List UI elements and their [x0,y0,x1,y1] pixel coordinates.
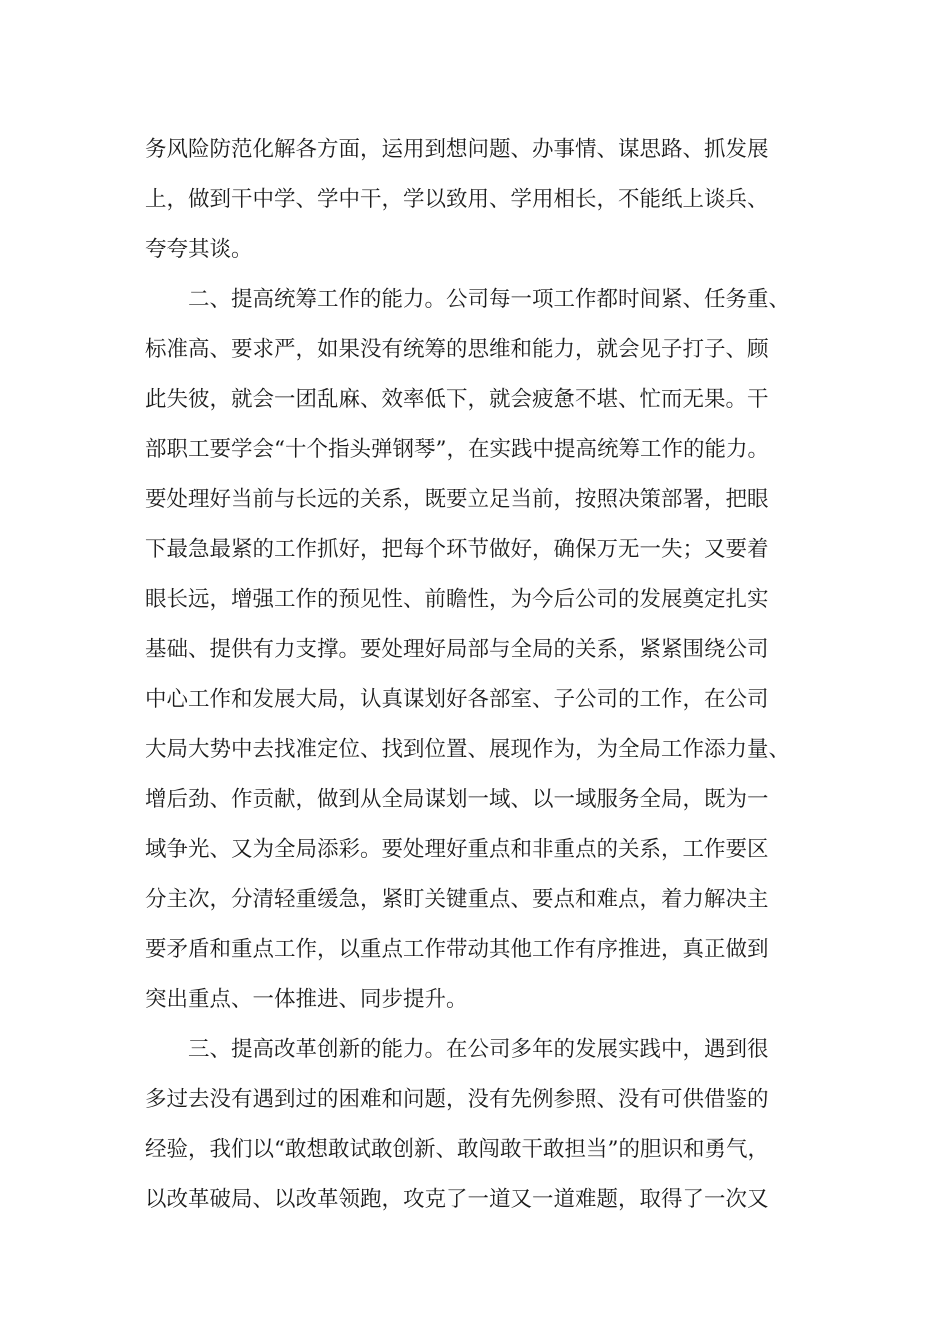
text-line: 基础、提供有力支撑。要处理好局部与全局的关系，紧紧围绕公司 [145,637,769,662]
text-line: 以改革破局、以改革领跑，攻克了一道又一道难题，取得了一次又 [145,1187,769,1212]
text-line: 标准高、要求严，如果没有统筹的思维和能力，就会见子打子、顾 [145,337,769,362]
text-line: 多过去没有遇到过的困难和问题，没有先例参照、没有可供借鉴的 [145,1087,769,1112]
text-line: 眼长远，增强工作的预见性、前瞻性，为今后公司的发展奠定扎实 [145,587,769,612]
section-2-heading-line: 二、提高统筹工作的能力。公司每一项工作都时间紧、任务重、 [145,287,791,312]
text-line: 中心工作和发展大局，认真谋划好各部室、子公司的工作，在公司 [145,687,769,712]
text-line: 要矛盾和重点工作，以重点工作带动其他工作有序推进，真正做到 [145,937,769,962]
text-line: 部职工要学会“十个指头弹钢琴”，在实践中提高统筹工作的能力。 [145,437,769,462]
text-line: 此失彼，就会一团乱麻、效率低下，就会疲惫不堪、忙而无果。干 [145,387,769,412]
text-line: 上，做到干中学、学中干，学以致用、学用相长，不能纸上谈兵、 [145,187,769,212]
section-3-heading-line: 三、提高改革创新的能力。在公司多年的发展实践中，遇到很 [145,1037,769,1062]
text-line: 域争光、又为全局添彩。要处理好重点和非重点的关系，工作要区 [145,837,769,862]
text-line: 经验，我们以“敢想敢试敢创新、敢闯敢干敢担当”的胆识和勇气， [145,1137,769,1162]
text-line: 增后劲、作贡献，做到从全局谋划一域、以一域服务全局，既为一 [145,787,769,812]
text-line: 务风险防范化解各方面，运用到想问题、办事情、谋思路、抓发展 [145,137,769,162]
text-line: 分主次，分清轻重缓急，紧盯关键重点、要点和难点，着力解决主 [145,887,769,912]
text-line: 大局大势中去找准定位、找到位置、展现作为，为全局工作添力量、 [145,737,791,762]
text-line: 突出重点、一体推进、同步提升。 [145,987,468,1012]
text-line: 要处理好当前与长远的关系，既要立足当前，按照决策部署，把眼 [145,487,769,512]
text-line: 夸夸其谈。 [145,237,253,262]
text-line: 下最急最紧的工作抓好，把每个环节做好，确保万无一失；又要着 [145,537,769,562]
